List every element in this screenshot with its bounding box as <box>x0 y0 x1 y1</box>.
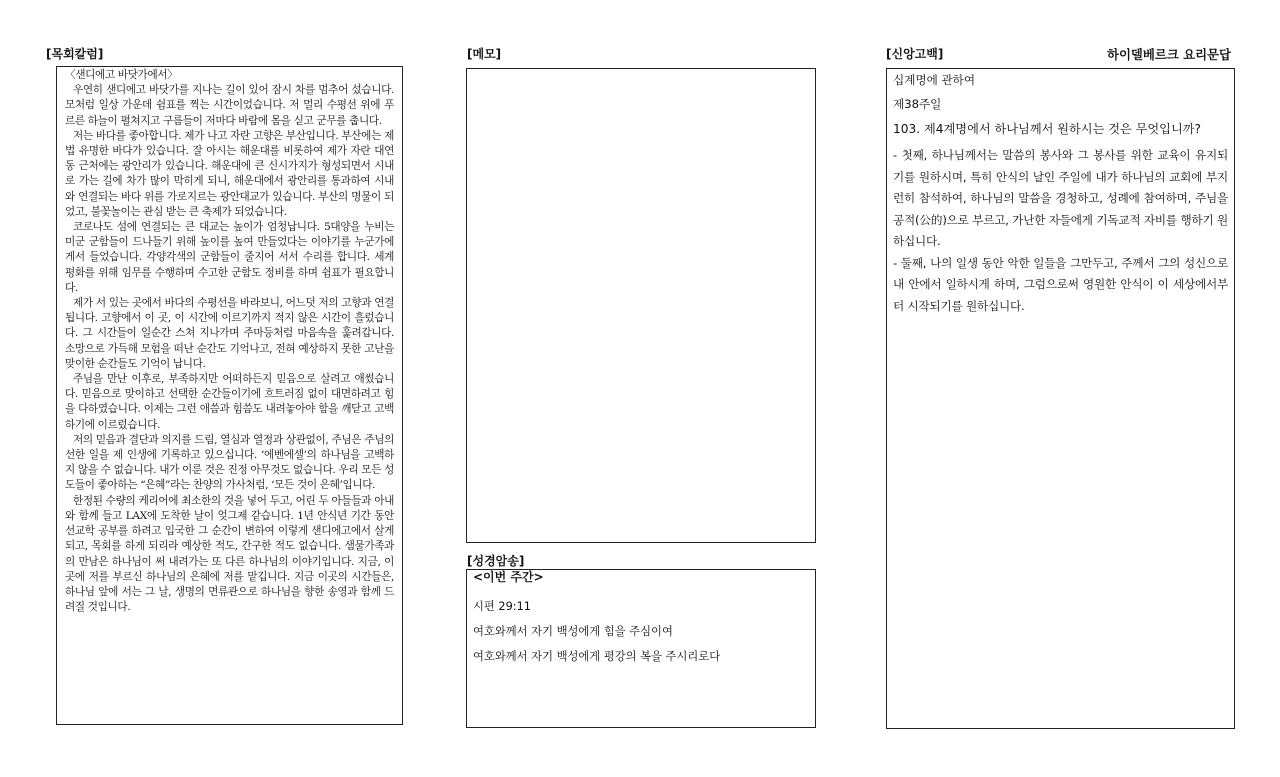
sermon-paragraph-6: 저의 믿음과 결단과 의지를 드림, 열심과 열정과 상관없이, 주님은 주님의 선한 일을 제 인생에 기록하고 있으십니다. ‘에벤에셀’의 하나님을 고백하지 않을 수 없습니다. 내가 이룬 것은 진정 아무것도 없습니다. 우리 모든 성도들이 좋아하는 “은혜”라는 찬양의 가사처럼, ‘모든 것이 은혜’입니다. <box>65 433 394 492</box>
sermon-paragraph-2: 저는 바다를 좋아합니다. 제가 나고 자란 고향은 부산입니다. 부산에는 제법 유명한 바다가 있습니다. 잘 아시는 해운대를 비롯하여 제가 자란 대연동 근처에는 광안리가 있습니다. 해운대에 큰 신시가지가 형성되면서 시내로 가는 길에 차가 많이 막히게 되니, 해운대에서 광안리를 통과하여 시내와 연결되는 바다 위를 가로지르는 광안대교가 있습니다. 부산의 명물이 되었고, 불꽃놀이는 관심 받는 큰 축제가 되었습니다. <box>65 129 394 218</box>
confession-subheader: 하이델베르크 요리문답 <box>1106 47 1231 62</box>
verse-reference: 시편 29:11 <box>473 600 531 613</box>
sermon-paragraph-1: 우연히 샌디에고 바닷가를 지나는 길이 있어 잠시 차를 멈추어 섰습니다. 모처럼 일상 가운데 쉼표를 찍는 시간이었습니다. 저 멀리 수평선 위에 푸르른 하늘이 펼쳐지고 구름들이 저마다 바람에 몸을 싣고 군무를 춥니다. <box>65 84 394 127</box>
verse-line-1: 여호와께서 자기 백성에게 힘을 주심이여 <box>473 625 673 638</box>
sermon-column-header: [목회칼럼] <box>46 47 104 61</box>
sermon-paragraph-4: 제가 서 있는 곳에서 바다의 수평선을 바라보니, 어느덧 저의 고향과 연결됩니다. 고향에서 이 곳, 이 시간에 이르기까지 적지 않은 시간이 흘렀습니다. 그 시간들이 일순간 스쳐 지나가며 주마등처럼 마음속을 훑려갑니다. 소망으로 가득해 모험을 떠난 순간도 기억나고, 전혀 예상하지 못한 고난을 맞이한 순간들도 기억이 납니다. <box>65 297 394 370</box>
verse-header: [성경암송] <box>467 554 525 568</box>
verse-box <box>466 569 816 728</box>
confession-topic: 십계명에 관하여 <box>893 73 976 87</box>
verse-title: <이번 주간> <box>473 570 544 584</box>
sermon-paragraph-5: 주님을 만난 이후로, 부족하지만 어떠하든지 믿음으로 살려고 애썼습니다. 믿음으로 맞이하고 선택한 순간들이기에 흐트러짐 없이 대면하려고 힘을 다하였습니다. 이제는 그런 애씀과 힘씀도 내려놓아야 함을 깨닫고 고백하기에 이르렀습니다. <box>65 373 394 431</box>
sermon-paragraph-3: 코로나도 섬에 연결되는 큰 대교는 높이가 엄청납니다. 5대양을 누비는 미군 군함들이 드나들기 위해 높이를 높여 만들었다는 이야기를 누군가에게서 들었습니다. 각양각색의 군함들이 줄지어 서서 수리를 합니다. 세계 평화를 위해 임무를 수행하며 수고한 군함도 정비를 하며 쉼표가 필요합니다. <box>65 221 394 294</box>
confession-question: 103. 제4계명에서 하나님께서 원하시는 것은 무엇입니까? <box>893 122 1201 136</box>
verse-line-2: 여호와께서 자기 백성에게 평강의 복을 주시리로다 <box>473 650 721 663</box>
confession-answer-2: - 둘째, 나의 일생 동안 악한 일들을 그만두고, 주께서 그의 성신으로 내 안에서 일하시게 하며, 그럼으로써 영원한 안식이 이 세상에서부터 시작되기를 원하십니다. <box>893 255 1228 313</box>
confession-box <box>886 68 1235 729</box>
confession-week: 제38주일 <box>893 97 942 111</box>
confession-answer-1: - 첫째, 하나님께서는 말씀의 봉사와 그 봉사를 위한 교육이 유지되기를 원하시며, 특히 안식의 날인 주일에 내가 하나님의 교회에 부지런히 참석하여, 하나님의 말씀을 경청하고, 성례에 참여하며, 주님을 공적(公的)으로 부르고, 가난한 자들에게 기독교적 자비를 행하기 원하십니다. <box>893 148 1228 248</box>
confession-header: [신앙고백] <box>886 47 944 61</box>
memo-box <box>466 68 816 543</box>
sermon-paragraph-7: 한정된 수량의 케리어에 최소한의 것을 넣어 두고, 어린 두 아들들과 아내와 함께 들고 LAX에 도착한 날이 엊그제 같습니다. 1년 안식년 기간 동안 선교학 공부를 하려고 입국한 그 순간이 변하여 이렇게 샌디에고에서 살게 되고, 목회를 하게 되리라 예상한 적도, 간구한 적도 없습니다. 샘물가족과의 만남은 하나님이 써 내려가는 또 다른 하나님의 이야기입니다. 지금, 이 곳에 저를 부르신 하나님의 은혜에 저를 맡깁니다. 지금 이곳의 시간들은, 하나님 앞에 서는 그 날, 생명의 면류관으로 하나님을 향한 송영과 함께 드려질 것입니다. <box>65 494 394 614</box>
sermon-title: 〈샌디에고 바닷가에서〉 <box>65 69 178 81</box>
memo-header: [메모] <box>467 47 502 61</box>
sermon-column-box <box>56 66 403 725</box>
